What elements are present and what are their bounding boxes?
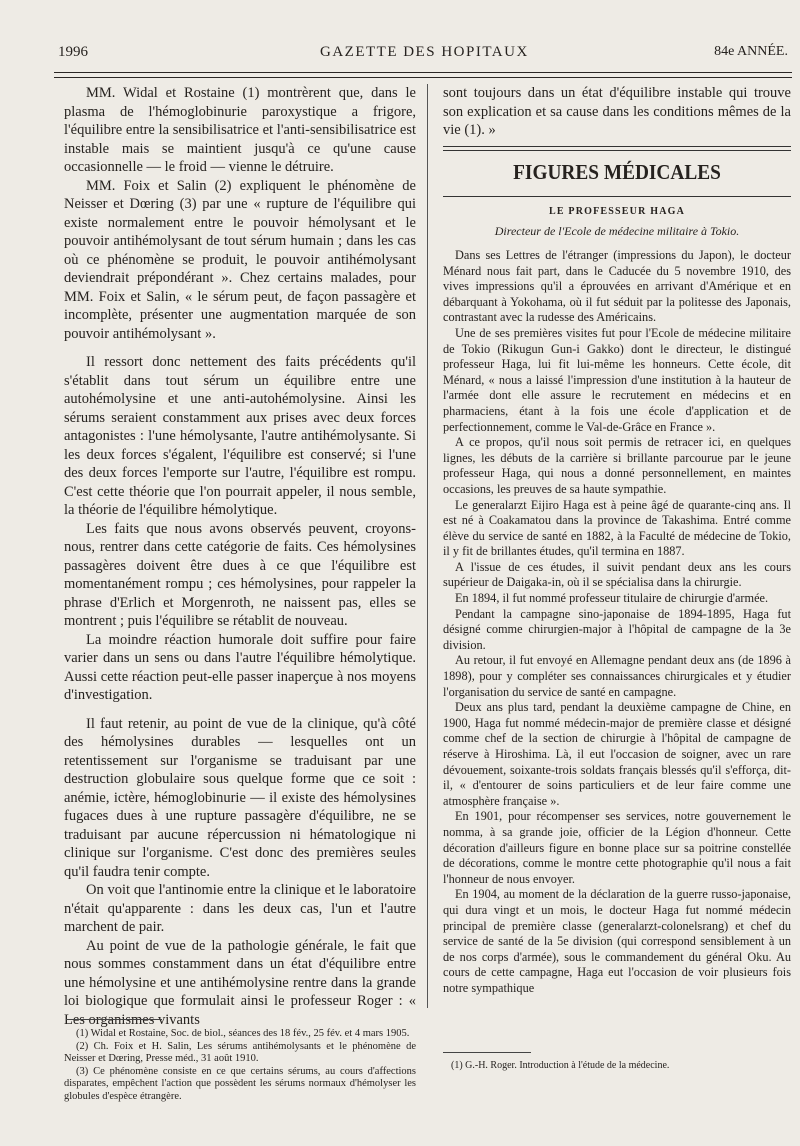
left-paragraph: MM. Foix et Salin (2) expliquent le phénomène de Neisser et Dœring (3) par une « rupture de l'équilibre qui existe normalement entre le pouvoir hémolysant et le pouvoir antihémolysant de tout sérum humain ; dans les cas où ce phénomène se produit, le pouvoir antihémolysant deviendrait prépondérant ». Chez certains malades, pour MM. Foix et Salin, « le sérum peut, de façon passagère et incomplète, présenter une augmentation marquée de son pouvoir antihémolysant ».: [64, 177, 416, 342]
left-paragraph: La moindre réaction humorale doit suffire pour faire varier dans un sens ou dans l'autre l'équilibre hémolytique. Aussi cette réaction peut-elle passer inaperçue à nos moyens d'investigation.: [64, 631, 416, 703]
right-continuation: [443, 84, 791, 140]
article-paragraph: Au retour, il fut envoyé en Allemagne pendant deux ans (de 1896 à 1898), pour y compléter ses connaissances chirurgicales et y étudier l'organisation du service de santé en campagne.: [443, 653, 791, 699]
article-paragraph: En 1894, il fut nommé professeur titulaire de chirurgie d'armée.: [455, 591, 769, 606]
continuation-text: sont toujours dans un état d'équilibre instable qui trouve son explication et sa cause dans les conditions mêmes de la vie (1). »: [443, 85, 791, 138]
section-title: FIGURES MÉDICALES: [513, 160, 721, 184]
right-footnotes: [443, 1060, 791, 1072]
year-label: 84e ANNÉE.: [714, 44, 788, 59]
footnote: (2) Ch. Foix et H. Salin, Les sérums antihémolysants et le phénomène de Neisser et Dœring, Presse méd., 31 août 1910.: [64, 1040, 416, 1064]
article-paragraph: A ce propos, qu'il nous soit permis de retracer ici, en quelques lignes, les débuts de la carrière si brillante parcourue par le jeune professeur Haga, qui nous a donné personnellement, en maintes occasions, les preuves de sa haute sympathie.: [443, 435, 791, 496]
left-column: [64, 84, 416, 1029]
footnote: (3) Ce phénomène consiste en ce que certains sérums, au cours d'affections disparates, empêchent l'action que possèdent les sérums normaux d'hémolyser les globules d'espèce étrangère.: [64, 1065, 416, 1102]
left-paragraph: Il faut retenir, au point de vue de la clinique, qu'à côté des hémolysines durables — lesquelles ont un retentissement sur l'organisme se traduisant par une destruction globulaire sous quelque forme que ce soit : anémie, ictère, hémoglobinurie — il existe des hémolysines fugaces dues à une rupture passagère d'équilibre, ne se traduisant par aucune répercussion ni hématologique ni clinique sur l'organisme. C'est donc des premières seules qu'il faudra tenir compte.: [64, 715, 416, 880]
article-paragraph: Pendant la campagne sino-japonaise de 1894-1895, Haga fut désigné comme chirurgien-major à l'hôpital de campagne de la 3e division.: [443, 606, 791, 652]
article-paragraph: Dans ses Lettres de l'étranger (impressions du Japon), le docteur Ménard nous fait part, dans le Caducée du 5 novembre 1910, des vives impressions qu'il a éprouvées en arrivant d'Amérique et en débarquant à Yokohama, où il fut séduit par la politesse des Japonais, contrastant avec la rudesse des Américains.: [443, 248, 791, 325]
journal-title: GAZETTE DES HOPITAUX: [320, 44, 529, 60]
left-paragraph: Les faits que nous avons observés peuvent, croyons-nous, rentrer dans cette catégorie de faits. Ces hémolysines passagères doivent être dues à ce que l'équilibre est momentanément rompu ; ces hémolysines, pour rappeler la phrase d'Erlich et Morgenroth, ne naissent pas, elles se montrent ; puis l'équilibre se rétablit de nouveau.: [64, 520, 416, 629]
header-rule: [54, 72, 792, 73]
footnote-rule: [66, 1019, 162, 1020]
footnote-rule: [443, 1052, 531, 1053]
right-article-body: [443, 248, 791, 997]
footnote: (1) G.-H. Roger. Introduction à l'étude de la médecine.: [451, 1060, 670, 1071]
page-number: 1996: [58, 44, 88, 60]
section-rule-top-secondary: [443, 150, 791, 151]
article-paragraph: En 1901, pour récompenser ses services, notre gouvernement le nomma, à sa grande joie, officier de la Légion d'honneur. Cette décoration d'ailleurs figure en bonne place sur sa poitrine constellée de décorations, comme le montre cette photographie qu'il nous a fait l'honneur de nous envoyer.: [443, 809, 791, 886]
section-rule-bottom: [443, 196, 791, 197]
article-paragraph: En 1904, au moment de la déclaration de la guerre russo-japonaise, qui dura vingt et un mois, le docteur Haga fut nommé médecin principal de première classe (generalarzt-colonelsrang) et chef du service de santé de la 5e division (qui correspond sensiblement à un de nos corps d'armée), sous le commandement du général Oku. Au cours de cette campagne, Haga eut l'occasion de voir plusieurs fois notre sympathique: [443, 887, 791, 995]
header-rule-secondary: [54, 77, 792, 78]
left-footnotes: [64, 1028, 416, 1103]
left-paragraph: MM. Widal et Rostaine (1) montrèrent que, dans le plasma de l'hémoglobinurie paroxystique a frigore, l'équilibre entre la sensibilisatrice et l'anti-sensibilisatrice est instable mais se maintient jusqu'à ce qu'une cause occasionnelle — le froid — vienne le détruire.: [64, 85, 416, 175]
article-paragraph: A l'issue de ces études, il suivit pendant deux ans les cours supérieur de Daigaka-in, où il se spécialisa dans la chirurgie.: [443, 559, 791, 590]
footnote: (1) Widal et Rostaine, Soc. de biol., séances des 18 fév., 25 fév. et 4 mars 1905.: [76, 1028, 410, 1039]
article-paragraph: Deux ans plus tard, pendant la deuxième campagne de Chine, en 1900, Haga fut nommé médecin-major de première classe et désigné comme chef de la section de chirurgie à l'hôpital de campagne de réserve à Hiroshima. Là, il eut l'occasion de soigner, avec un rare dévouement, soixante-trois soldats français blessés qu'il s'efforça, dit-il, « d'entourer de soins particuliers et de leur faire comme une atmosphère française ».: [443, 700, 791, 808]
article-title: LE PROFESSEUR HAGA: [548, 206, 686, 217]
article-subtitle: Directeur de l'Ecole de médecine militaire à Tokio.: [494, 224, 740, 238]
left-paragraph: Au point de vue de la pathologie générale, le fait que nous sommes constamment dans un état d'équilibre entre une hémolysine et une antihémolysine rentre dans la grande loi biologique que formulait ainsi le professeur Roger : « Les organismes vivants: [64, 937, 416, 1028]
column-divider: [427, 84, 428, 1008]
section-rule-top: [443, 146, 791, 147]
left-paragraph: Il ressort donc nettement des faits précédents qu'il s'établit dans tout sérum un équilibre entre une autohémolysine et une anti-autohémolysine. Ainsi les sérums seraient constamment aux prises avec deux forces antagonistes : l'une hémolysante, l'autre antihémolysante. Si les deux forces s'égalent, l'équilibre est conservé; si l'une des deux forces l'emporte sur l'autre, l'équilibre est rompu. C'est cette théorie que l'on pourrait appeler, il nous semble, la théorie de l'équilibre hémolytique.: [64, 354, 416, 518]
article-paragraph: Le generalarzt Eijiro Haga est à peine âgé de quarante-cinq ans. Il est né à Coakamatou dans la province de Takashima. Entré comme élève du service de santé en 1882, à la Faculté de médecine de Tokio, il y fit de brillantes études, qu'il termina en 1887.: [443, 497, 791, 559]
left-paragraph: On voit que l'antinomie entre la clinique et le laboratoire n'était qu'apparente : dans les deux cas, l'un et l'autre marchent de pair.: [64, 882, 416, 935]
article-paragraph: Une de ses premières visites fut pour l'Ecole de médecine militaire de Tokio (Rikugun Gun-i Gakko) dont le directeur, le distingué professeur Haga, lui fit lui-même les honneurs. Cette école, dit Ménard, « nous a laissé l'impression d'une institution à la hauteur de l'armée dont elle assure le recrutement en médecins et en pharmaciens, étant à la fois une école d'application et de perfectionnement, comme le Val-de-Grâce en France ».: [443, 325, 791, 434]
